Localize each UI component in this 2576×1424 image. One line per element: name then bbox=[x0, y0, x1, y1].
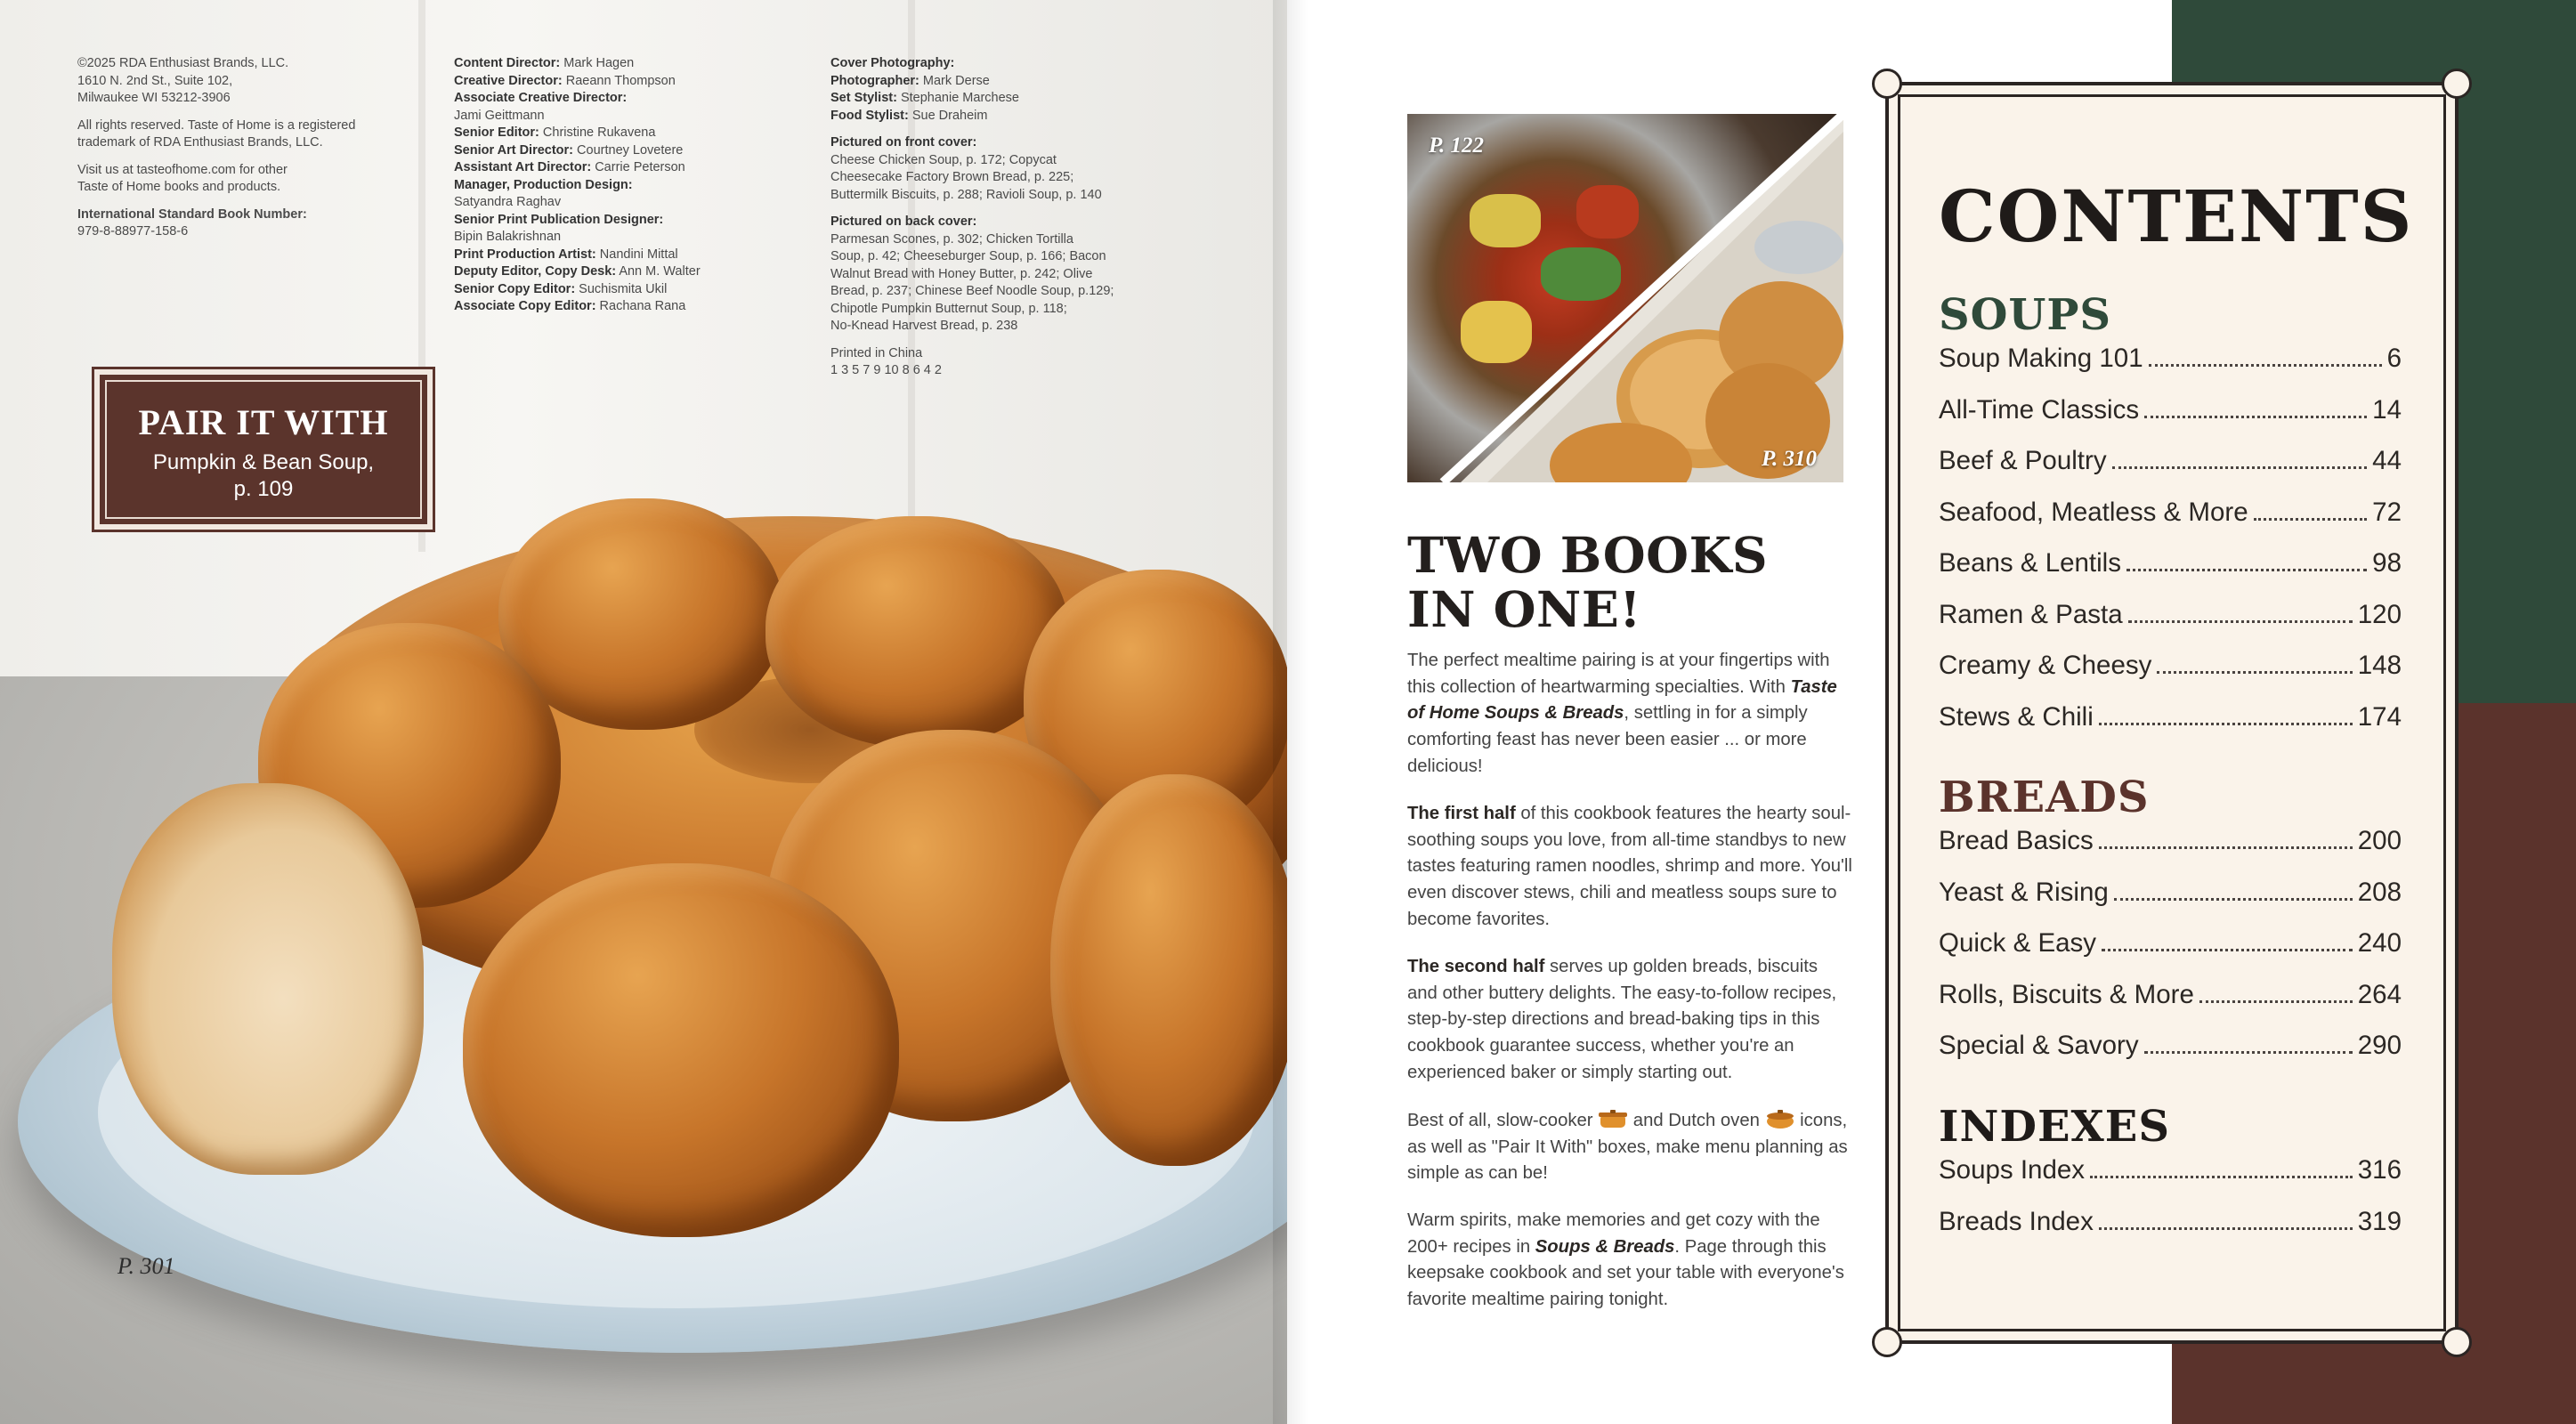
credit-line: Bread, p. 237; Chinese Beef Noodle Soup, p.129; bbox=[830, 284, 1114, 298]
toc-entry-label: Ramen & Pasta bbox=[1939, 599, 2123, 629]
credit-name: Ann M. Walter bbox=[616, 264, 701, 279]
second-half-lead: The second half bbox=[1407, 957, 1545, 976]
credit-line: Buttermilk Biscuits, p. 288; Ravioli Soup, p. 140 bbox=[830, 187, 1102, 202]
credit-line: Printed in China bbox=[830, 345, 923, 360]
credit-line bbox=[454, 247, 774, 264]
credit-role: Print Production Artist: bbox=[454, 247, 596, 262]
toc-entry-label: Breads Index bbox=[1939, 1206, 2094, 1236]
credit-name: Carrie Peterson bbox=[591, 160, 685, 174]
book-title-emphasis: Soups & Breads bbox=[1535, 1236, 1675, 1257]
credit-line bbox=[454, 194, 774, 212]
bread-ball bbox=[463, 863, 899, 1237]
toc-entry bbox=[1939, 344, 2402, 395]
pair-box-recipe-name: Pumpkin & Bean Soup, bbox=[152, 450, 375, 474]
icons-text: Best of all, slow-cooker bbox=[1407, 1111, 1599, 1130]
toc-entry bbox=[1939, 1207, 2402, 1258]
credit-line bbox=[454, 177, 774, 195]
toc-leader-dots bbox=[2114, 898, 2353, 901]
credit-line bbox=[830, 73, 1169, 91]
indexes-toc bbox=[1939, 1155, 2402, 1258]
toc-leader-dots bbox=[2099, 723, 2353, 725]
credit-line: ©2025 RDA Enthusiast Brands, LLC. bbox=[77, 56, 289, 70]
credit-role: Senior Print Publication Designer: bbox=[454, 212, 664, 227]
back-cover-heading: Pictured on back cover: bbox=[830, 214, 977, 229]
closing-paragraph bbox=[1407, 1208, 1852, 1314]
contents-title: CONTENTS bbox=[1939, 174, 2414, 258]
card-corner bbox=[1872, 1327, 1902, 1357]
toc-entry bbox=[1939, 1031, 2402, 1082]
credit-name: Mark Hagen bbox=[560, 56, 635, 70]
credit-line: All rights reserved. Taste of Home is a registered bbox=[77, 117, 356, 133]
toc-entry-label: All-Time Classics bbox=[1939, 394, 2140, 425]
credit-line bbox=[454, 281, 774, 299]
credit-role: Associate Creative Director: bbox=[454, 91, 628, 105]
intro-text: The perfect mealtime pairing is at your fingertips with this collection of heartwarming specialties. With bbox=[1407, 651, 1830, 697]
left-page bbox=[0, 0, 1287, 1424]
toc-entry-label: Special & Savory bbox=[1939, 1031, 2139, 1060]
credit-name: Sue Draheim bbox=[908, 108, 988, 123]
toc-leader-dots bbox=[2112, 466, 2368, 469]
soups-heading: SOUPS bbox=[1939, 290, 2112, 340]
toc-leader-dots bbox=[2126, 569, 2367, 571]
intro-text: , settling in for a simply comforting feast has never been easier ... or more delicious! bbox=[1407, 703, 1808, 776]
toc-entry-page: 6 bbox=[2386, 344, 2402, 373]
credit-line: 979-8-88977-158-6 bbox=[77, 224, 189, 239]
photo-label-bottom: P. 310 bbox=[1762, 447, 1818, 471]
credit-role: Cover Photography: bbox=[830, 56, 955, 70]
toc-entry-label: Soups Index bbox=[1939, 1155, 2086, 1185]
credit-paragraph bbox=[77, 206, 380, 241]
toc-entry-page: 290 bbox=[2357, 1031, 2402, 1060]
bread-ball bbox=[1050, 774, 1287, 1166]
credit-line bbox=[454, 298, 774, 316]
credit-line: Chipotle Pumpkin Butternut Soup, p. 118; bbox=[830, 301, 1067, 316]
toc-leader-dots bbox=[2149, 364, 2382, 367]
toc-leader-dots bbox=[2144, 1051, 2353, 1054]
credit-line: 1610 N. 2nd St., Suite 102, bbox=[77, 73, 233, 88]
credit-line bbox=[454, 159, 774, 177]
credit-role: Set Stylist: bbox=[830, 91, 897, 105]
credit-line: International Standard Book Number: bbox=[77, 206, 307, 222]
toc-entry bbox=[1939, 826, 2402, 878]
toc-entry-label: Rolls, Biscuits & More bbox=[1939, 979, 2194, 1009]
photo-label-top: P. 122 bbox=[1429, 134, 1485, 158]
toc-entry-page: 264 bbox=[2357, 979, 2402, 1009]
toc-entry bbox=[1939, 878, 2402, 929]
pair-box-recipe bbox=[100, 449, 427, 503]
toc-leader-dots bbox=[2102, 949, 2353, 951]
toc-entry-label: Creamy & Cheesy bbox=[1939, 651, 2152, 680]
toc-entry bbox=[1939, 548, 2402, 600]
first-half-paragraph bbox=[1407, 801, 1852, 934]
credit-name: Nandini Mittal bbox=[595, 247, 678, 262]
front-cover-heading: Pictured on front cover: bbox=[830, 135, 977, 150]
toc-entry-page: 14 bbox=[2372, 394, 2402, 425]
slow-cooker-icon bbox=[1598, 1110, 1628, 1129]
breads-heading: BREADS bbox=[1939, 773, 2150, 822]
torn-bread-piece bbox=[112, 783, 424, 1175]
icons-text: and Dutch oven bbox=[1628, 1111, 1765, 1130]
icons-paragraph bbox=[1407, 1108, 1852, 1187]
toc-entry bbox=[1939, 1155, 2402, 1207]
back-cover-credits bbox=[830, 214, 1169, 336]
toc-entry-label: Yeast & Rising bbox=[1939, 877, 2109, 907]
second-half-paragraph bbox=[1407, 954, 1852, 1087]
toc-entry bbox=[1939, 600, 2402, 651]
book-gutter bbox=[1273, 0, 1308, 1424]
toc-leader-dots bbox=[2099, 1227, 2353, 1230]
credit-role: Senior Art Director: bbox=[454, 142, 574, 158]
credit-name: Jami Geittmann bbox=[454, 108, 545, 123]
credit-paragraph bbox=[77, 117, 380, 152]
credit-line: Visit us at tasteofhome.com for other bbox=[77, 162, 288, 177]
toc-entry-label: Beef & Poultry bbox=[1939, 446, 2107, 475]
credit-line: 1 3 5 7 9 10 8 6 4 2 bbox=[830, 363, 942, 377]
credit-line: Walnut Bread with Honey Butter, p. 242; Olive bbox=[830, 266, 1093, 281]
second-half-text: serves up golden breads, biscuits and other buttery delights. The easy-to-follow recipes, step-by-step directions and bread-baking tips in this cookbook guarantee success, whether you're an experienced baker or simply starting out. bbox=[1407, 957, 1837, 1082]
credit-role: Creative Director: bbox=[454, 73, 563, 88]
front-cover-credits bbox=[830, 134, 1169, 204]
cover-photography-credits bbox=[830, 55, 1169, 125]
credit-line: Soup, p. 42; Cheeseburger Soup, p. 166; Bacon bbox=[830, 249, 1106, 263]
toc-entry-page: 44 bbox=[2372, 446, 2402, 475]
photo-page-reference: P. 301 bbox=[117, 1253, 175, 1279]
credit-name: Stephanie Marchese bbox=[896, 91, 1019, 105]
credit-name: Bipin Balakrishnan bbox=[454, 230, 562, 244]
card-corner bbox=[1872, 69, 1902, 99]
toc-entry-label: Seafood, Meatless & More bbox=[1939, 497, 2248, 527]
biscuit-photo bbox=[1407, 114, 1843, 482]
staff-credits bbox=[454, 55, 774, 316]
pair-it-with-box bbox=[94, 369, 433, 530]
toc-entry bbox=[1939, 928, 2402, 980]
toc-entry-page: 208 bbox=[2357, 877, 2402, 907]
toc-entry bbox=[1939, 702, 2402, 754]
toc-entry-label: Stews & Chili bbox=[1939, 701, 2094, 732]
toc-entry-label: Soup Making 101 bbox=[1939, 344, 2143, 373]
closing-text: Warm spirits, make memories and get cozy with the 200+ recipes in bbox=[1407, 1210, 1820, 1257]
credit-line bbox=[830, 108, 1169, 125]
credit-line bbox=[454, 125, 774, 142]
credit-name: Suchismita Ukil bbox=[575, 281, 668, 296]
toc-entry bbox=[1939, 395, 2402, 447]
credit-role: Senior Copy Editor: bbox=[454, 281, 576, 296]
book-title-emphasis: Taste of Home Soups & Breads bbox=[1407, 676, 1837, 724]
toc-entry-label: Beans & Lentils bbox=[1939, 548, 2121, 578]
credit-line bbox=[454, 142, 774, 160]
credit-role: Food Stylist: bbox=[830, 108, 909, 123]
toc-entry-page: 98 bbox=[2372, 548, 2402, 578]
credit-role: Manager, Production Design: bbox=[454, 177, 633, 192]
intro-paragraph bbox=[1407, 648, 1852, 781]
toc-entry bbox=[1939, 980, 2402, 1032]
credit-line: Taste of Home books and products. bbox=[77, 180, 281, 194]
toc-entry-page: 240 bbox=[2357, 928, 2402, 958]
toc-leader-dots bbox=[2199, 1000, 2353, 1003]
credit-paragraph bbox=[77, 55, 380, 108]
icons-text: icons, as well as "Pair It With" boxes, make menu planning as simple as can be! bbox=[1407, 1111, 1848, 1184]
credit-line: Parmesan Scones, p. 302; Chicken Tortilla bbox=[830, 231, 1073, 247]
pair-box-page: p. 109 bbox=[233, 477, 294, 501]
credit-line bbox=[454, 55, 774, 73]
closing-text: . Page through this keepsake cookbook and set your table with everyone's favorite mealtime pairing tonight. bbox=[1407, 1236, 1844, 1310]
toc-entry-label: Bread Basics bbox=[1939, 826, 2094, 855]
heading-line-1: TWO BOOKS bbox=[1407, 526, 1769, 584]
toc-leader-dots bbox=[2128, 620, 2353, 623]
toc-entry-label: Quick & Easy bbox=[1939, 928, 2097, 958]
credit-line: Cheesecake Factory Brown Bread, p. 225; bbox=[830, 170, 1074, 184]
toc-entry-page: 148 bbox=[2357, 651, 2402, 680]
credit-name: Rachana Rana bbox=[595, 299, 686, 313]
publisher-credits bbox=[77, 55, 380, 251]
credit-name: Courtney Lovetere bbox=[573, 142, 684, 158]
credit-role: Senior Editor: bbox=[454, 125, 539, 140]
credit-role: Content Director: bbox=[454, 56, 561, 70]
credit-line: Milwaukee WI 53212-3906 bbox=[77, 91, 231, 105]
two-books-heading bbox=[1407, 528, 1768, 636]
credit-line bbox=[830, 55, 1169, 73]
toc-entry-page: 72 bbox=[2372, 497, 2402, 527]
first-half-text: of this cookbook features the hearty soul-soothing soups you love, from all-time standbys to new tastes featuring ramen noodles, shrimp and more. You'll even discover stews, chili and meatless soups sure to become favorites. bbox=[1407, 804, 1852, 929]
toc-entry bbox=[1939, 446, 2402, 498]
soups-toc bbox=[1939, 344, 2402, 753]
credit-line bbox=[830, 90, 1169, 108]
toc-entry-page: 174 bbox=[2357, 701, 2402, 732]
toc-leader-dots bbox=[2157, 671, 2352, 674]
food-photo-collage bbox=[1407, 114, 1843, 482]
toc-entry bbox=[1939, 651, 2402, 702]
print-info bbox=[830, 345, 1169, 380]
credit-line: Cheese Chicken Soup, p. 172; Copycat bbox=[830, 152, 1057, 167]
credit-role: Photographer: bbox=[830, 73, 919, 88]
toc-entry bbox=[1939, 498, 2402, 549]
credit-line: No-Knead Harvest Bread, p. 238 bbox=[830, 319, 1018, 333]
toc-leader-dots bbox=[2099, 846, 2353, 849]
credit-line bbox=[454, 73, 774, 91]
first-half-lead: The first half bbox=[1407, 804, 1516, 823]
cover-credits bbox=[830, 55, 1169, 390]
dutch-oven-icon bbox=[1765, 1110, 1795, 1129]
credit-line bbox=[454, 212, 774, 230]
credit-line bbox=[454, 229, 774, 247]
credit-line bbox=[454, 263, 774, 281]
credit-name: Mark Derse bbox=[919, 73, 990, 88]
toc-entry-page: 316 bbox=[2357, 1155, 2402, 1185]
credit-line bbox=[454, 90, 774, 108]
credit-paragraph bbox=[77, 162, 380, 197]
credit-name: Raeann Thompson bbox=[562, 73, 676, 88]
credit-role: Associate Copy Editor: bbox=[454, 299, 596, 313]
credit-role: Assistant Art Director: bbox=[454, 160, 592, 174]
toc-leader-dots bbox=[2144, 416, 2367, 418]
toc-leader-dots bbox=[2090, 1176, 2353, 1178]
bread-ball bbox=[766, 516, 1068, 748]
toc-entry-page: 120 bbox=[2357, 599, 2402, 629]
toc-leader-dots bbox=[2254, 518, 2368, 521]
pair-box-title: PAIR IT WITH bbox=[138, 402, 389, 442]
toc-entry-page: 319 bbox=[2357, 1206, 2402, 1236]
indexes-heading: INDEXES bbox=[1939, 1102, 2171, 1152]
credit-name: Christine Rukavena bbox=[539, 125, 656, 140]
card-corner bbox=[2442, 1327, 2472, 1357]
breads-toc bbox=[1939, 826, 2402, 1082]
credit-role: Deputy Editor, Copy Desk: bbox=[454, 264, 617, 279]
credit-line: trademark of RDA Enthusiast Brands, LLC. bbox=[77, 135, 323, 150]
credit-name: Satyandra Raghav bbox=[454, 195, 562, 209]
card-corner bbox=[2442, 69, 2472, 99]
credit-line bbox=[454, 108, 774, 125]
heading-line-2: IN ONE! bbox=[1407, 580, 1641, 638]
toc-entry-page: 200 bbox=[2357, 826, 2402, 855]
